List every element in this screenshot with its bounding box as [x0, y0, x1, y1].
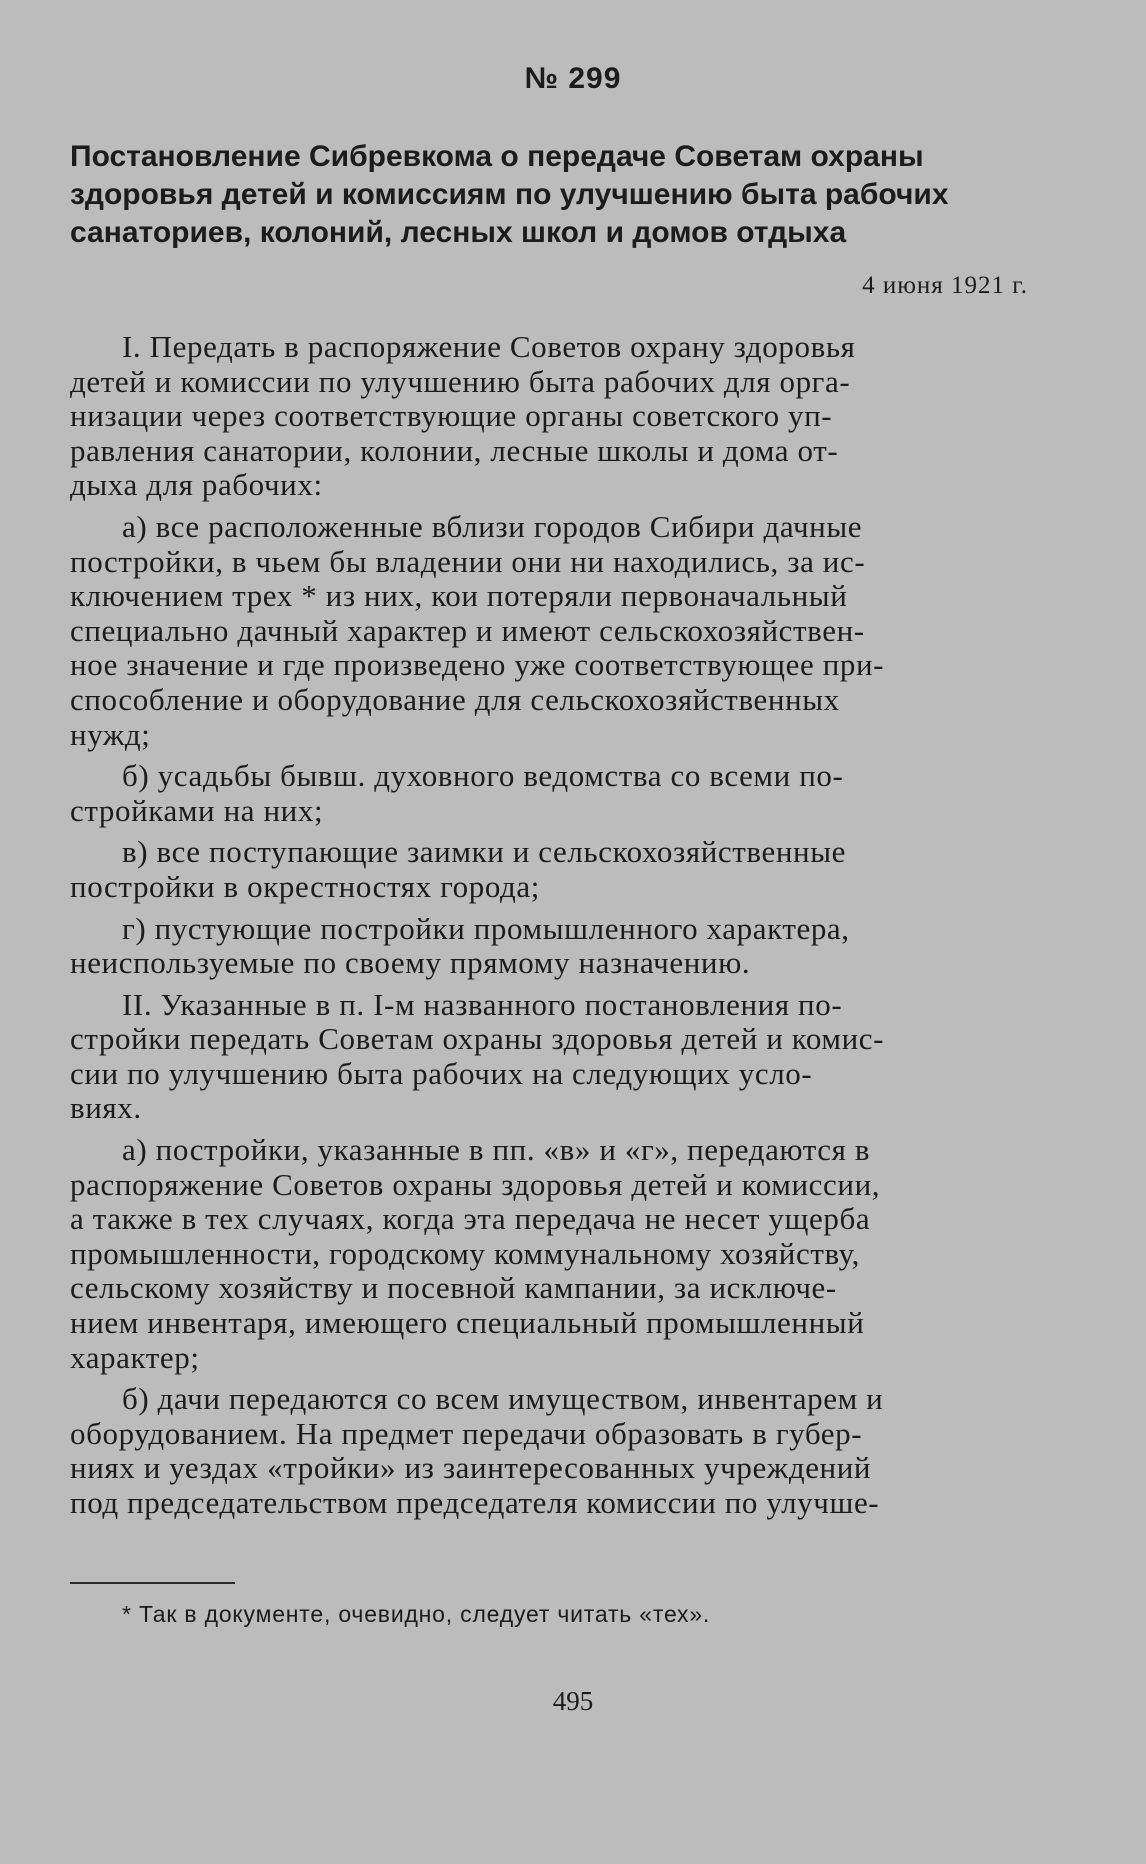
paragraph: [70, 759, 1030, 828]
paragraph: [70, 510, 1030, 752]
paragraph-line: детей и комиссии по улучшению быта рабочих для орга-: [70, 363, 851, 399]
paragraph-line: нужд;: [70, 716, 151, 752]
paragraph-line: г) пустующие постройки промышленного характера,: [122, 910, 850, 946]
paragraph-line: промышленности, городскому коммунальному хозяйству,: [70, 1235, 861, 1271]
paragraph-line: дыха для рабочих:: [70, 467, 323, 503]
paragraph-line: сельскому хозяйству и посевной кампании, за исключе-: [70, 1270, 837, 1306]
paragraph: [70, 1133, 1030, 1375]
paragraph-line: под председательством председателя комиссии по улучше-: [70, 1485, 880, 1520]
paragraph: [70, 835, 1030, 904]
paragraph: [70, 988, 1030, 1126]
document-date: 4 июня 1921 г.: [862, 272, 1028, 299]
paragraph-line: нием инвентаря, имеющего специальный промышленный: [70, 1305, 865, 1341]
paragraph-line: виях.: [70, 1090, 142, 1126]
paragraph-line: ключением трех * из них, кои потеряли первоначальный: [70, 578, 848, 614]
title-line: здоровья детей и комиссиям по улучшению быта рабочих: [70, 178, 949, 211]
paragraph-line: распоряжение Советов охраны здоровья детей и комиссии,: [70, 1166, 881, 1202]
paragraph-line: способление и оборудование для сельскохозяйственных: [70, 681, 840, 717]
title-line: санаториев, колоний, лесных школ и домов отдыха: [70, 216, 847, 249]
document-number: № 299: [524, 62, 622, 95]
paragraph-line: б) усадьбы бывш. духовного ведомства со всеми по-: [122, 758, 844, 794]
paragraph-line: постройки в окрестностях города;: [70, 868, 540, 904]
paragraph-line: а также в тех случаях, когда эта передача не несет ущерба: [70, 1201, 871, 1237]
paragraph-line: характер;: [70, 1339, 200, 1375]
paragraph-line: ниях и уездах «тройки» из заинтересованных учреждений: [70, 1450, 872, 1486]
document-title: [70, 138, 1070, 252]
paragraph-line: равления санатории, колонии, лесные школы и дома от-: [70, 432, 839, 468]
paragraph-line: оборудованием. На предмет передачи образовать в губер-: [70, 1415, 863, 1451]
paragraph: [70, 330, 1030, 503]
paragraph-line: стройками на них;: [70, 792, 324, 828]
paragraph-line: I. Передать в распоряжение Советов охрану здоровья: [122, 329, 856, 364]
paragraph-line: специально дачный характер и имеют сельскохозяйствен-: [70, 612, 865, 648]
paragraph-line: сии по улучшению быта рабочих на следующих усло-: [70, 1055, 813, 1091]
paragraph-line: II. Указанные в п. I-м названного постановления по-: [122, 986, 843, 1022]
paragraph: [70, 912, 1030, 981]
paragraph-line: неиспользуемые по своему прямому назначению.: [70, 945, 751, 981]
paragraph-line: а) постройки, указанные в пп. «в» и «г», передаются в: [122, 1132, 871, 1168]
footnote-divider: [70, 1582, 235, 1584]
paragraph-line: б) дачи передаются со всем имуществом, инвентарем и: [122, 1381, 884, 1417]
paragraph: [70, 1382, 1030, 1520]
title-line: Постановление Сибревкома о передаче Советам охраны: [70, 140, 924, 173]
paragraph-line: ное значение и где произведено уже соответствующее при-: [70, 647, 885, 683]
page-number: 495: [552, 1686, 594, 1716]
paragraph-line: а) все расположенные вблизи городов Сибири дачные: [122, 508, 863, 544]
footnote: * Так в документе, очевидно, следует читать «тех».: [122, 1601, 711, 1627]
paragraph-line: постройки, в чьем бы владении они ни находились, за ис-: [70, 543, 866, 579]
paragraph-line: стройки передать Советам охраны здоровья детей и комис-: [70, 1021, 885, 1057]
paragraph-line: в) все поступающие заимки и сельскохозяйственные: [122, 834, 846, 870]
document-body: [70, 330, 1030, 1528]
paragraph-line: низации через соответствующие органы советского уп-: [70, 398, 833, 434]
